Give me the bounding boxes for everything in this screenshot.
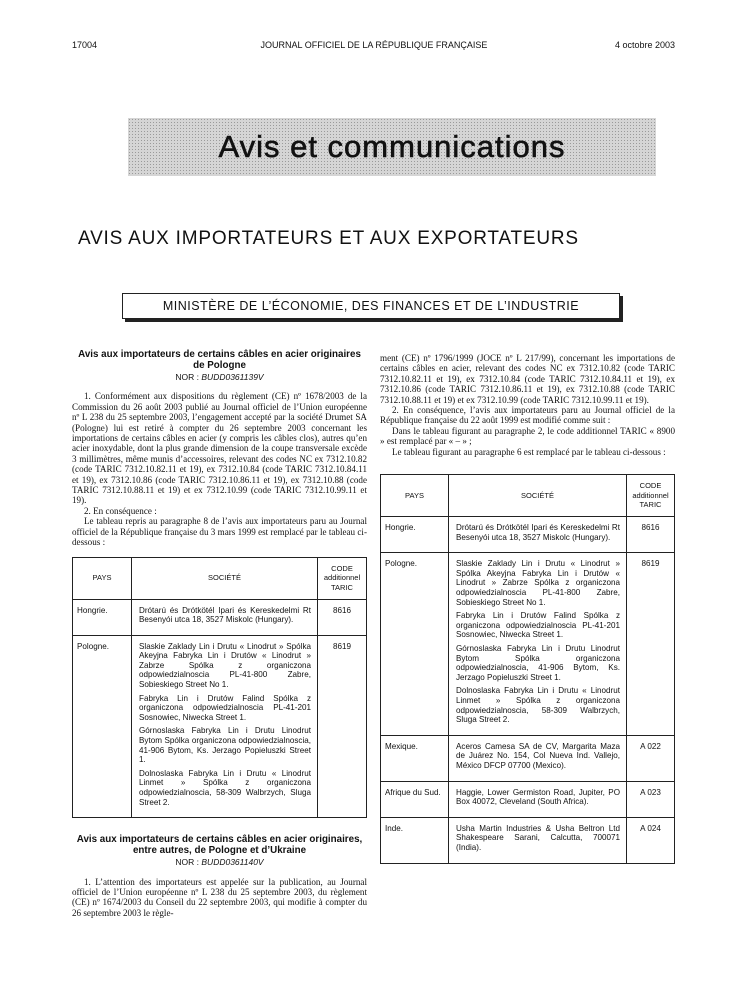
ministry-title: MINISTÈRE DE L’ÉCONOMIE, DES FINANCES ET DE L’INDUSTRIE: [162, 299, 580, 313]
notice1-paragraph-3: Le tableau repris au paragraphe 8 de l’avis aux importateurs paru au Journal officiel de la République française du 3 mars 1999 est remplacé par le tableau ci-dessous :: [72, 516, 367, 548]
company-entry: Usha Martin Industries & Usha Beltron Ltd Shakespeare Sarani, Calcutta, 700071 (India).: [456, 823, 620, 852]
col-header-societe: SOCIÉTÉ: [449, 475, 627, 517]
cell-pays: Mexique.: [381, 735, 449, 781]
nor-code: BUDD0361140V: [201, 857, 264, 868]
company-entry: Slaskie Zaklady Lin i Drutu « Linodrut » Spólka Akeyjna Fabryka Lin i Drutów « Linodrut » Zabrze Spólka z organiczona odpowiedzialnoscia PL-41-800 Zabre, Sobieskiego Street No 1.: [456, 559, 620, 607]
journal-title: JOURNAL OFFICIEL DE LA RÉPUBLIQUE FRANÇAISE: [260, 40, 488, 50]
notice2-title: Avis aux importateurs de certains câbles en acier originaires, entre autres, de Pologne et d’Ukraine: [76, 834, 363, 857]
col2-paragraph-4: Le tableau figurant au paragraphe 6 est remplacé par le tableau ci-dessous :: [392, 446, 666, 457]
table-row: [381, 553, 675, 736]
nor-label: NOR :: [175, 372, 200, 382]
col2-paragraph-3: Dans le tableau figurant au paragraphe 2, le code additionnel TARIC « 8900 » est remplacé par « – » ;: [380, 425, 675, 447]
cell-pays: Inde.: [381, 817, 449, 863]
col-header-code: CODE additionnel TARIC: [627, 475, 675, 517]
cell-code: A 024: [627, 817, 675, 863]
right-column: [380, 353, 675, 864]
notice1-paragraph-2: 2. En conséquence :: [84, 505, 157, 516]
section-title: AVIS AUX IMPORTATEURS ET AUX EXPORTATEURS: [78, 228, 579, 249]
cell-code: A 023: [627, 781, 675, 817]
notice1-title: Avis aux importateurs de certains câbles en acier originaires de Pologne: [78, 349, 361, 371]
notice2-paragraph-1: 1. L’attention des importateurs est appelée sur la publication, au Journal officiel de l’Union européenne nº L 238 du 25 septembre 2003, du règlement (CE) nº 1674/2003 du Conseil du 22 septembre 2003, qui modifie à compter du 26 septembre 2003 le règle-: [72, 876, 367, 918]
cell-code: A 022: [627, 735, 675, 781]
col-header-pays: PAYS: [381, 475, 449, 517]
company-entry: Drótarú és Drótkötél Ipari és Kereskedelmi Rt Besenyói utca 18, 3527 Miskolc (Hungary).: [456, 523, 620, 542]
col-header-pays: PAYS: [73, 557, 132, 599]
company-entry: Dolnoslaska Fabryka Lin i Drutu « Linodrut Linmet » Spólka z organiczona odpowiedzialnoscia, 58-309 Walbrzych, Sluga Street 2.: [456, 686, 620, 725]
company-entry: Górnoslaska Fabryka Lin i Drutu Linodrut Bytom Spólka organiczona odpowiedzialnoscia, 41-906 Bytom, Ks. Jerzago Popieluszki Street 1.: [139, 726, 311, 765]
cell-pays: Pologne.: [381, 553, 449, 736]
col2-paragraph-2: 2. En conséquence, l’avis aux importateurs paru au Journal officiel de la République française du 22 août 1999 est modifié comme suit :: [380, 405, 675, 426]
cell-societe: [449, 817, 627, 863]
col-header-societe: SOCIÉTÉ: [132, 557, 318, 599]
company-entry: Górnoslaska Fabryka Lin i Drutu Linodrut Bytom Spólka organiczona odpowiedzialnoscia, 41-906 Bytom, Ks. Jerzago Popieluszki Street 1.: [456, 644, 620, 682]
section-banner: [128, 118, 656, 176]
table-row: [73, 599, 367, 635]
table-row: [381, 517, 675, 553]
cell-pays: Pologne.: [73, 635, 132, 818]
notice2-nor: [72, 857, 367, 867]
cell-code: 8616: [318, 599, 367, 635]
banner-title: Avis et communications: [218, 129, 566, 164]
table-row: [73, 635, 367, 818]
company-entry: Aceros Camesa SA de CV, Margarita Maza de Juárez No. 154, Col Nueva Ind. Vallejo, México DFCP 07700 (Mexico).: [456, 741, 620, 770]
cell-societe: [449, 735, 627, 781]
notice1-paragraph-1: 1. Conformément aux dispositions du règlement (CE) nº 1678/2003 de la Commission du 26 août 2003 publié au Journal officiel de l’Union européenne nº L 238 du 25 septembre 2003, l’engagement accepté par la société Drumet SA (Pologne) lui est retiré à compter du 26 septembre 2003 concernant les importations de certains câbles en acier (y compris les câbles clos), autres qu’en acier inoxydable, dont la plus grande dimension de la coupe transversale excède 3 millimètres, même munis d’accessoires, relevant des codes NC ex 7312.10.82 (code TARIC 7312.10.82.11 et 19), ex 7312.10.84 (code TARIC 7312.10.84.11 et 19), ex 7312.10.86 (code TARIC 7312.10.86.11 et 19), ex 7312.10.88 (code TARIC 7312.10.88.11 et 19) et ex 7312.10.99 (code TARIC 7312.10.99.11 et 19).: [72, 391, 367, 506]
cell-societe: [449, 517, 627, 553]
left-column: [72, 349, 367, 918]
col2-paragraph-1: ment (CE) nº 1796/1999 (JOCE nº L 217/99), concernant les importations de certains câbles en acier, relevant des codes NC ex 7312.10.82 (code TARIC 7312.10.82.11 et 19), ex 7312.10.84 (code TARIC 7312.10.84.11 et 19), ex 7312.10.86 (code TARIC 7312.10.86.11 et 19), ex 7312.10.88 (code TARIC 7312.10.88.11 et 19) et ex 7312.10.99 (code TARIC 7312.10.99.11 et 19).: [380, 353, 675, 405]
cell-societe: [449, 781, 627, 817]
table-row: [381, 817, 675, 863]
company-entry: Haggie, Lower Germiston Road, Jupiter, PO Box 40072, Cleveland (South Africa).: [456, 787, 620, 807]
table-row: [381, 781, 675, 817]
company-entry: Slaskie Zaklady Lin i Drutu « Linodrut » Spólka Akeyjna Fabryka Lin i Drutów « Linodrut » Zabrze Spólka z organiczona odpowiedzialnoscia PL-41-800 Zabre, Sobieskiego Street No 1.: [139, 641, 311, 690]
nor-code: BUDD0361139V: [201, 372, 264, 382]
company-entry: Drótarú és Drótkötél Ipari és Kereskedelmi Rt Besenyói utca 18, 3527 Miskolc (Hungary).: [139, 605, 311, 625]
company-entry: Fabryka Lin i Drutów Falind Spólka z organiczona odpowiedzialnoscia PL-41-201 Sosnowiec, Niwecka Street 1.: [456, 611, 620, 640]
notice2-table: [380, 474, 675, 863]
nor-label: NOR :: [175, 857, 200, 868]
table-row: [381, 735, 675, 781]
cell-societe: [132, 635, 318, 818]
company-entry: Fabryka Lin i Drutów Falind Spólka z organiczona odpowiedzialnoscia PL-41-201 Sosnowiec, Niwecka Street 1.: [139, 693, 311, 722]
cell-pays: Hongrie.: [73, 599, 132, 635]
cell-code: 8619: [318, 635, 367, 818]
company-entry: Dolnoslaska Fabryka Lin i Drutu « Linodrut Linmet » Spólka z organiczona odpowiedzialnoscia, 58-309 Walbrzych, Sluga Street 2.: [139, 768, 311, 807]
cell-societe: [449, 553, 627, 736]
ministry-box: [122, 293, 620, 319]
cell-pays: Afrique du Sud.: [381, 781, 449, 817]
notice1-nor: [72, 372, 367, 382]
notice1-table: [72, 557, 367, 819]
cell-pays: Hongrie.: [381, 517, 449, 553]
cell-code: 8619: [627, 553, 675, 736]
page-number: 17004: [72, 40, 98, 50]
issue-date: 4 octobre 2003: [614, 40, 675, 50]
col-header-code: CODE additionnel TARIC: [318, 557, 367, 599]
cell-societe: [132, 599, 318, 635]
cell-code: 8616: [627, 517, 675, 553]
